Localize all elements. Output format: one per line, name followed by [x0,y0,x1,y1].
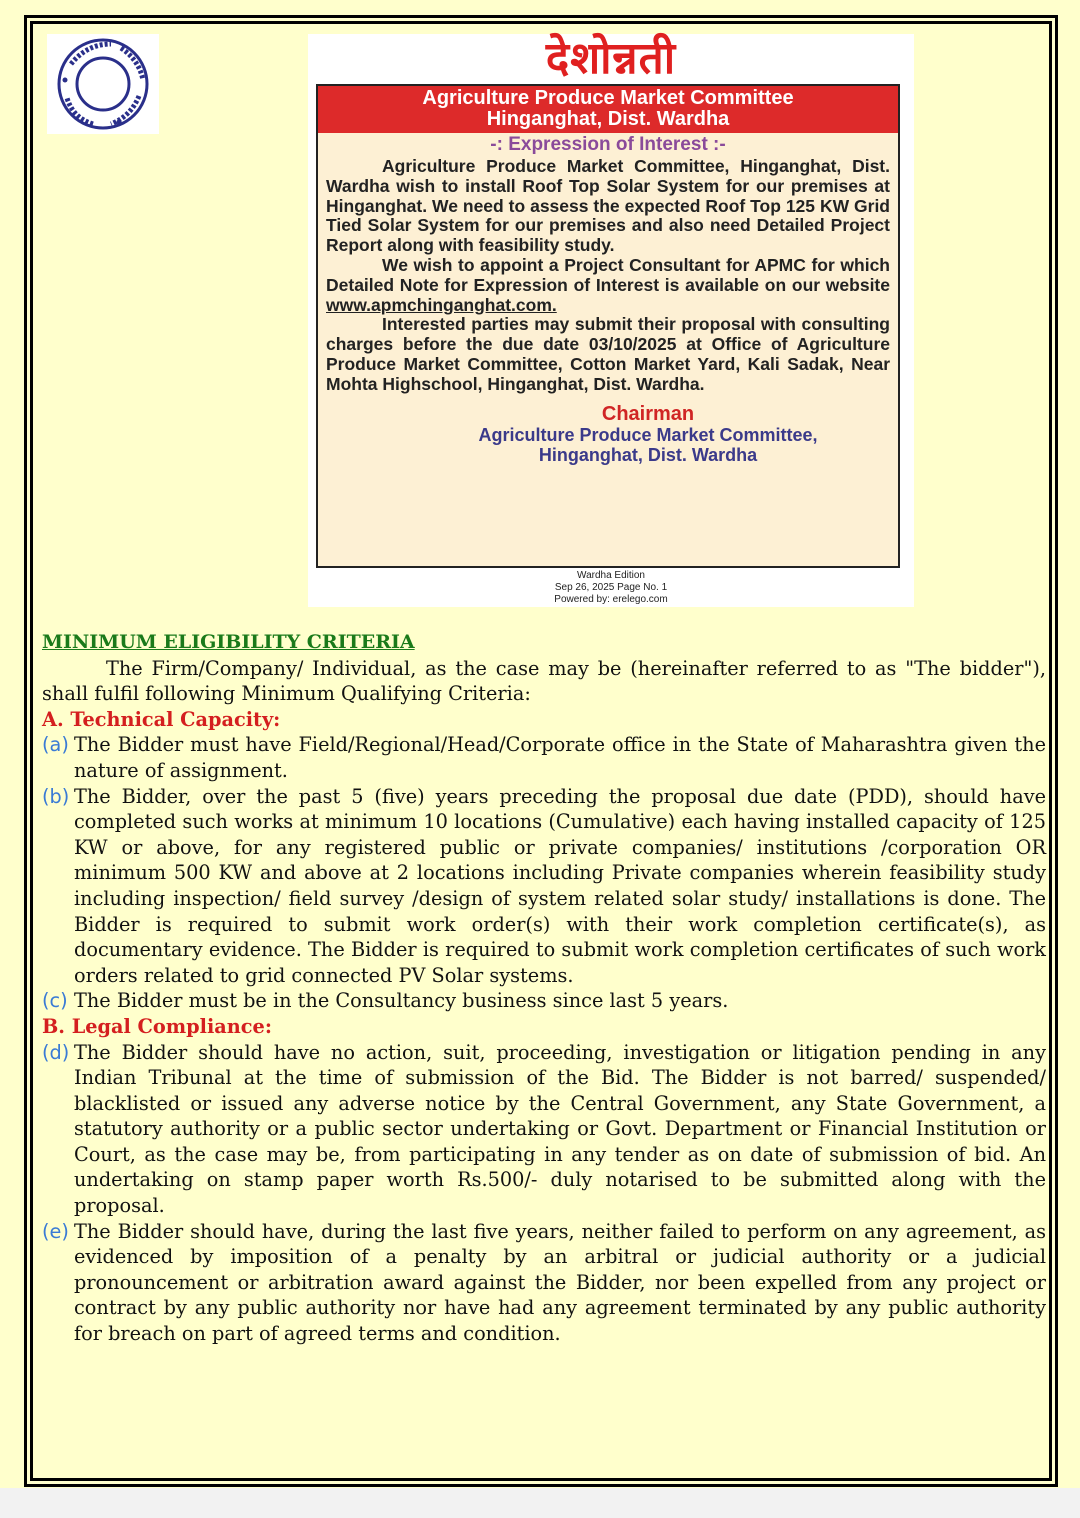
signatory-org-1: Agriculture Produce Market Committee, [478,424,818,445]
bottom-strip [0,1488,1080,1518]
item-label: (d) [42,1040,70,1064]
intro-paragraph: The Firm/Company/ Individual, as the case may be (hereinafter referred to as "The bidder"), shall fulfil following Minimum Qualifying Criteria: [42,656,1046,706]
item-text: The Bidder should have, during the last five years, neither failed to perform on any agreement, as evidenced by imposition of a penalty by an arbitral or judicial authority or a judicial pronouncement or arbitration award against the Bidder, nor been expelled from any project or contract by any public authority nor have had any agreement terminated by any public authority for breach on part of agreed terms and condition. [74,1219,1046,1346]
ad-header-line1: Agriculture Produce Market Committee [422,87,794,109]
ad-paragraph-2-text: We wish to appoint a Project Consultant for APMC for which Detailed Note for Expression of Interest is available on our website [326,254,890,295]
date-page-label: Sep 26, 2025 Page No. 1 [554,582,668,593]
clipping-footer [308,570,914,606]
subheading-technical-capacity: A. Technical Capacity: [42,707,281,731]
ad-body [318,157,898,395]
section-title: MINIMUM ELIGIBILITY CRITERIA [42,631,415,653]
ad-header [318,86,898,133]
website-link[interactable]: www.apmchinganghat.com. [326,294,557,315]
newspaper-masthead: देशोन्नती [545,33,677,84]
criteria-item [42,732,1046,783]
document-frame-inner [30,21,1052,1481]
item-label: (c) [42,989,68,1013]
item-text: The Bidder should have no action, suit, proceeding, investigation or litigation pending in any Indian Tribunal at the time of submission of the Bid. The Bidder is not barred/ suspended/ blacklisted or issued any adverse notice by the Central Government, any State Government, a statutory authority or a public sector undertaking or Govt. Department or Financial Institution or Court, as the case may be, from participating in any tender as on date of submission of bid. An undertaking on stamp paper worth Rs.500/- duly notarised to be submitted along with the proposal. [74,1040,1046,1218]
ad-paragraph-1: Agriculture Produce Market Committee, Hinganghat, Dist. Wardha wish to install Roof Top Solar System for our premises at Hinganghat. We need to assess the expected Roof Top 125 KW Grid Tied Solar System for our premises and also need Detailed Project Report along with feasibility study. [326,156,890,256]
item-label: (e) [42,1219,69,1243]
apmc-seal-logo [47,34,159,134]
document-frame [24,15,1058,1487]
subheading-legal-compliance: B. Legal Compliance: [42,1014,272,1038]
item-text: The Bidder must be in the Consultancy business since last 5 years. [74,989,729,1013]
eligibility-section [42,630,1046,1347]
criteria-item [42,784,1046,989]
ad-paragraph-2 [326,256,890,315]
item-label: (b) [42,784,70,808]
seal-icon [47,34,159,134]
powered-by-label: Powered by: erelego.com [554,594,668,605]
signatory-title: Chairman [601,402,695,425]
criteria-item [42,1219,1046,1347]
newspaper-clipping [308,34,914,607]
item-text: The Bidder must have Field/Regional/Head/Corporate office in the State of Maharashtra given the nature of assignment. [74,733,1046,782]
eoi-title: -: Expression of Interest :- [490,134,726,155]
item-text: The Bidder, over the past 5 (five) years preceding the proposal due date (PDD), should have completed such works at minimum 10 locations (Cumulative) each having installed capacity of 125 KW or above, for any registered public or private companies/ institutions /corporation OR minimum 500 KW and above at 2 locations including Private companies wherein feasibility study including inspection/ field survey /design of system related solar study/ installations is done. The Bidder is required to submit work order(s) with their work completion certificate(s), as documentary evidence. The Bidder is required to submit work completion certificates of such work orders related to grid connected PV Solar systems. [74,784,1046,987]
signatory-org-2: Hinganghat, Dist. Wardha [538,444,758,465]
criteria-item [42,988,1046,1014]
edition-label: Wardha Edition [577,570,645,581]
criteria-item [42,1040,1046,1219]
advertisement-box [316,84,900,568]
ad-paragraph-3: Interested parties may submit their proposal with consulting charges before the due date 03/10/2025 at Office of Agriculture Produce Market Committee, Cotton Market Yard, Kali Sadak, Near Mohta Highschool, Hinganghat, Dist. Wardha. [326,314,890,394]
item-label: (a) [42,733,69,757]
ad-header-line2: Hinganghat, Dist. Wardha [486,108,730,130]
